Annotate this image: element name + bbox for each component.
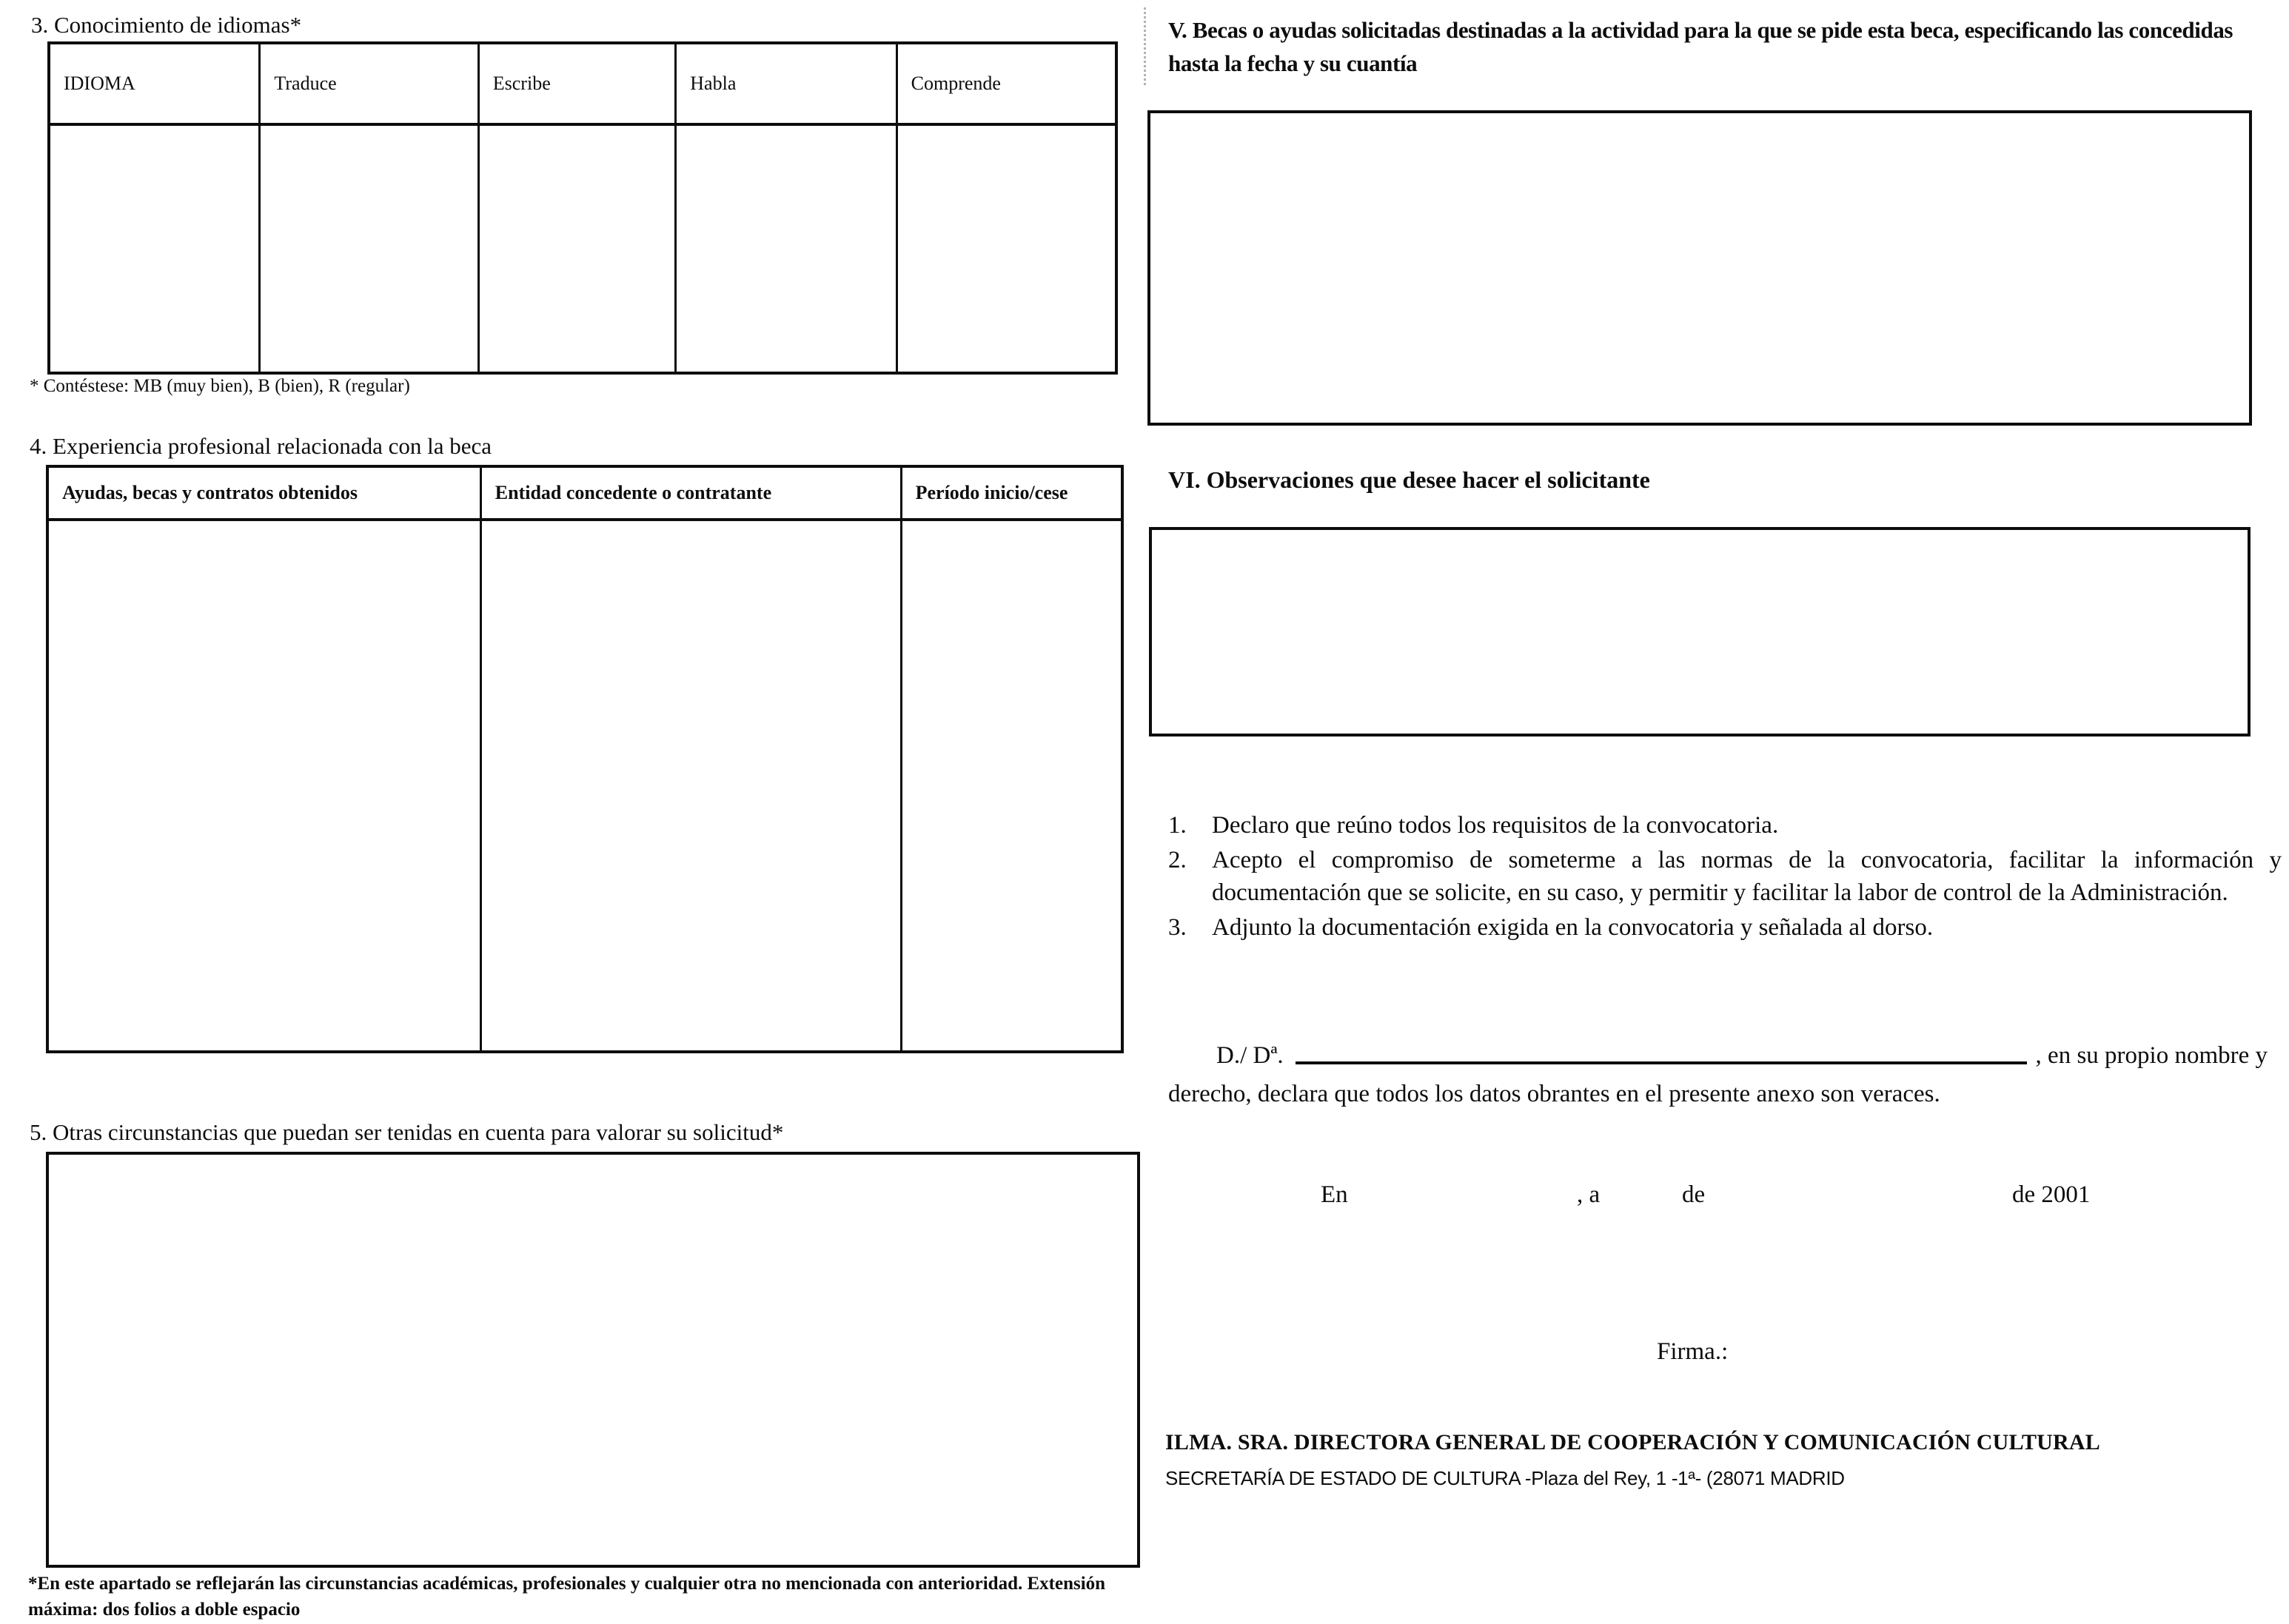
declaration-item — [1168, 911, 2282, 944]
declarations-list — [1168, 809, 2282, 946]
signatory-name-blank-line — [1296, 1061, 2027, 1064]
firma-label: Firma.: — [1657, 1338, 1729, 1365]
experience-table — [46, 465, 1124, 1053]
languages-table-empty-cell — [50, 126, 261, 372]
experience-table-header-ayudas: Ayudas, becas y contratos obtenidos — [49, 468, 482, 521]
languages-table-empty-cell — [261, 126, 479, 372]
languages-table-empty-cell — [898, 126, 1115, 372]
dateline-comma-a: , a — [1577, 1181, 1601, 1208]
experience-table-empty-cell — [902, 521, 1121, 1050]
languages-footnote: * Contéstese: MB (muy bien), B (bien), R (regular) — [30, 376, 410, 396]
signatory-suffix: , en su propio nombre y — [2035, 1042, 2268, 1069]
dateline-de-2001: de 2001 — [2012, 1181, 2091, 1208]
section4-title: 4. Experiencia profesional relacionada con la beca — [30, 433, 492, 459]
column-fold-mark — [1144, 7, 1146, 85]
declaration-number: 3. — [1168, 914, 1187, 941]
languages-table-empty-cell — [480, 126, 677, 372]
declaration-item — [1168, 844, 2282, 909]
observations-box — [1149, 527, 2251, 736]
sectionV-title: V. Becas o ayudas solicitadas destinadas a la actividad para la que se pide esta beca, especificando las concedidas hasta la fecha y su cuantía — [1168, 17, 2233, 76]
declaration-number: 2. — [1168, 847, 1187, 873]
section3-title: 3. Conocimiento de idiomas* — [31, 12, 302, 38]
experience-table-header-periodo: Período inicio/cese — [902, 468, 1121, 521]
declaration-text: Acepto el compromiso de someterme a las normas de la convocatoria, facilitar la información y documentación que se solicite, en su caso, y permitir y facilitar la labor de control de la Administración. — [1212, 847, 2282, 906]
sectionVI-title: VI. Observaciones que desee hacer el solicitante — [1168, 466, 1650, 493]
languages-table-empty-cell — [677, 126, 897, 372]
languages-table-header-comprende: Comprende — [898, 44, 1115, 126]
signatory-declaration-line: derecho, declara que todos los datos obrantes en el presente anexo son veraces. — [1168, 1081, 1940, 1107]
declaration-number: 1. — [1168, 812, 1187, 839]
languages-table-header-habla: Habla — [677, 44, 897, 126]
other-circumstances-footnote: *En este apartado se reflejarán las circunstancias académicas, profesionales y cualquier otra no mencionada con anterioridad. Extensión máxima: dos folios a doble espacio — [28, 1574, 1106, 1620]
dateline-en: En — [1321, 1181, 1348, 1208]
address-line: SECRETARÍA DE ESTADO DE CULTURA -Plaza del Rey, 1 -1ª- (28071 MADRID — [1165, 1467, 1845, 1489]
declaration-text: Declaro que reúno todos los requisitos de la convocatoria. — [1212, 812, 1779, 839]
dateline-de: de — [1682, 1181, 1706, 1208]
declaration-text: Adjunto la documentación exigida en la convocatoria y señalada al dorso. — [1212, 914, 1934, 941]
languages-table-header-escribe: Escribe — [480, 44, 677, 126]
section5-title: 5. Otras circunstancias que puedan ser tenidas en cuenta para valorar su solicitud* — [30, 1119, 784, 1145]
signatory-row — [1216, 1042, 2268, 1070]
addressee-line: ILMA. SRA. DIRECTORA GENERAL DE COOPERACIÓN Y COMUNICACIÓN CULTURAL — [1165, 1430, 2100, 1454]
languages-table-header-idioma: IDIOMA — [50, 44, 261, 126]
languages-table — [47, 41, 1118, 375]
grants-requested-box — [1147, 110, 2252, 426]
experience-table-empty-cell — [49, 521, 482, 1050]
signatory-prefix: D./ Dª. — [1216, 1042, 1284, 1069]
languages-table-header-traduce: Traduce — [261, 44, 479, 126]
declaration-item — [1168, 809, 2282, 842]
experience-table-empty-cell — [482, 521, 902, 1050]
other-circumstances-box — [46, 1152, 1140, 1568]
experience-table-header-entidad: Entidad concedente o contratante — [482, 468, 902, 521]
